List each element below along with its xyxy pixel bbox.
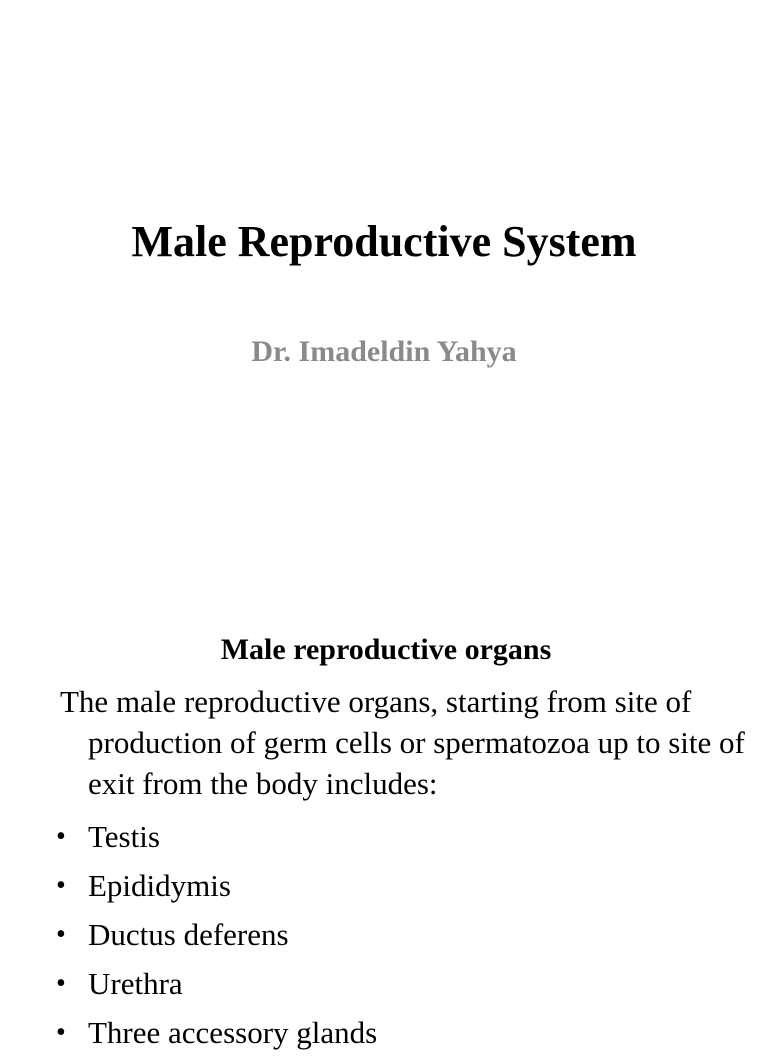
list-item [56,910,736,959]
intro-paragraph: The male reproductive organs, starting from site of production of germ cells or spermatozoa up to site of exit from the body includes: [60,684,745,801]
list-item-text: Epididymis [88,868,231,903]
list-item [56,861,736,910]
content-heading: Male reproductive organs [220,633,552,666]
bullet-icon: • [56,1017,66,1048]
author-name: Dr. Imadeldin Yahya [251,335,517,368]
content-slide [0,576,768,1050]
list-item-text: Ductus deferens [88,917,289,952]
list-item [56,812,736,861]
organ-list [56,812,736,1057]
list-item-text: Urethra [88,966,183,1001]
list-item [56,1008,736,1057]
slide-title: Male Reproductive System [131,217,637,266]
bullet-icon: • [56,968,66,999]
list-item-text: Testis [88,819,160,854]
bullet-icon: • [56,821,66,852]
bullet-icon: • [56,870,66,901]
list-item [56,959,736,1008]
bullet-icon: • [56,919,66,950]
list-item-text: Three accessory glands [88,1015,378,1050]
